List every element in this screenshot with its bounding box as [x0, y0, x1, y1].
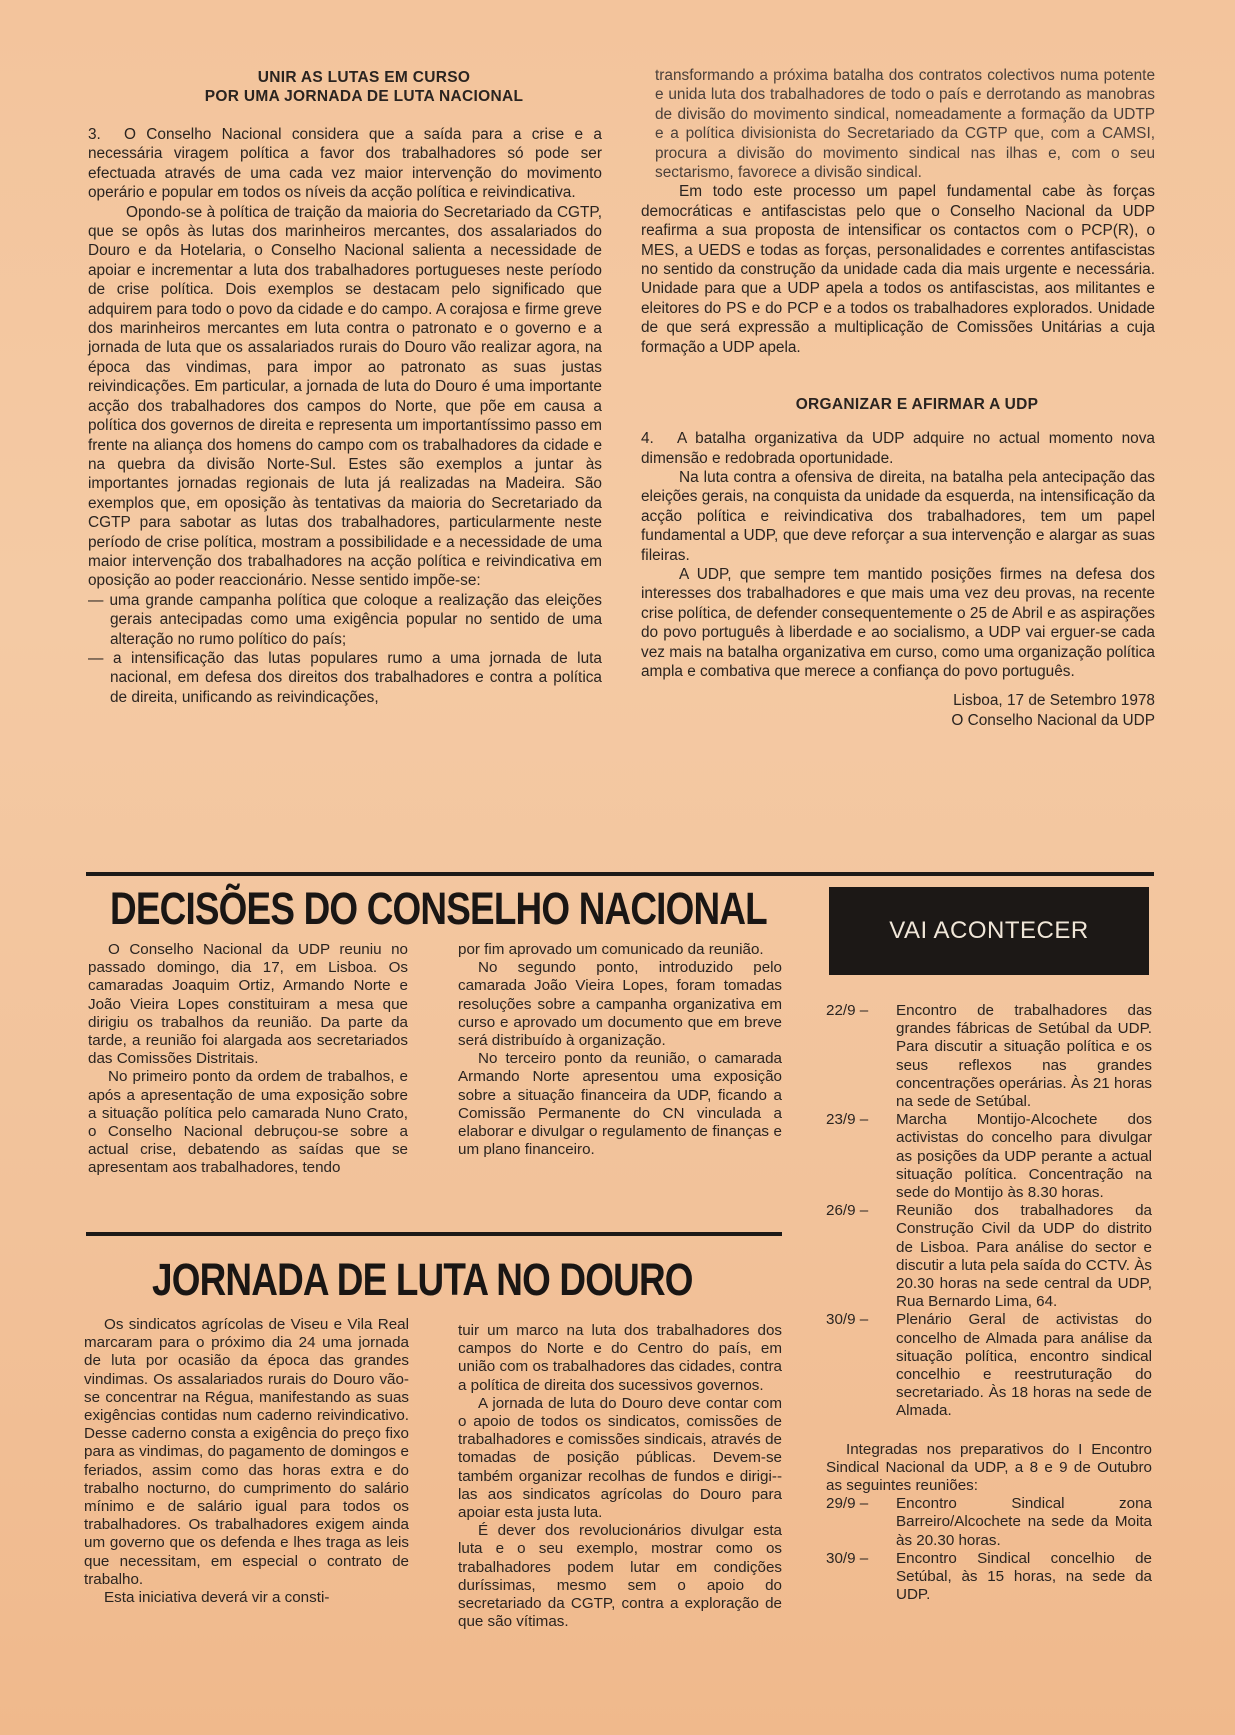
section-title-line1: UNIR AS LUTAS EM CURSO: [257, 69, 471, 86]
event-date: 30/9 –: [826, 1311, 869, 1329]
event-item: [826, 1311, 1152, 1420]
section-3-paragraph-2: Opondo-se à política de traição da maioria do Secretariado da CGTP, que se opôs às lutas dos marinheiros mercantes, dos assalariados do Douro e da Hotelaria, o Conselho Nacional salienta a necessidade de apoiar e incrementar a luta dos trabalhadores portugueses neste período de crise política. Dois exemplos se destacam pelo significado que adquirem para todo o povo da cidade e do campo. A corajosa e firme greve dos marinheiros mercantes em luta contra o patronato e o governo e a jornada de luta que os assalariados rurais do Douro vão realizar agora, na época das vindimas, para impor ao patronato as suas justas reivindicações. Em particular, a jornada de luta do Douro é uma importante acção dos trabalhadores dos campos do Norte, que põe em causa a política dos governos de direita e representa um importantíssimo passo em frente na aliança dos homens do campo com os trabalhadores da cidade e na quebra da divisão Norte-Sul. Estes são exemplos a juntar às importantes jornadas regionais de luta já realizadas na Madeira. São exemplos que, em oposição às tentativas da maioria do Secretariado da CGTP para sabotar as lutas dos trabalhadores, particularmente neste período de crise política, mostram a possibilidade e a necessidade de uma maior intervenção dos trabalhadores na acção política e reivindicativa em oposição ao poder reaccionário. Nesse sentido impõe-se:: [88, 203, 602, 590]
signature-date: Lisboa, 17 de Setembro 1978: [953, 692, 1155, 710]
section-3-paragraph-1: 3. O Conselho Nacional considera que a saída para a crise e a necessária viragem política a favor dos trabalhadores só pode ser efectuada através de uma cada vez maior intervenção do movimento operário e popular em todos os níveis da acção política e reivindicativa.: [88, 126, 602, 202]
events-intro: Integradas nos preparativos do I Encontro Sindical Nacional da UDP, a 8 e 9 de Outubro as seguintes reuniões:: [826, 1440, 1152, 1495]
headline-jornada: JORNADA DE LUTA NO DOURO: [152, 1254, 693, 1305]
decisoes-column-2: [458, 941, 782, 1159]
section-4-paragraph-1: 4. A batalha organizativa da UDP adquire no actual momento nova dimensão e redobrada oportunidade.: [641, 430, 1155, 467]
event-date: 30/9 –: [826, 1549, 869, 1567]
event-date: 29/9 –: [826, 1495, 869, 1513]
article-right-column: [641, 66, 1155, 730]
event-text: Encontro Sindical zona Barreiro/Alcochete na sede da Moita às 20.30 horas.: [896, 1495, 1152, 1549]
paragraph: No terceiro ponto da reunião, o camarada Armando Norte apresentou uma exposição sobre a situação financeira da UDP, ficando a Comissão Permanente do CN vinculada a elaborar e divulgar o regulamento de finanças e um plano financeiro.: [458, 1050, 782, 1159]
section-title-line2: POR UMA JORNADA DE LUTA NACIONAL: [204, 88, 524, 105]
paragraph: tuir um marco na luta dos trabalhadores dos campos do Norte e do Centro do país, em união com os trabalhadores das cidades, contra a política de direita dos sucessivos governos.: [458, 1322, 782, 1394]
paragraph: O Conselho Nacional da UDP reuniu no passado domingo, dia 17, em Lisboa. Os camaradas Joaquim Ortiz, Armando Norte e João Vieira Lopes constituiram a mesa que dirigiu os trabalhos da reunião. Da parte da tarde, a reunião foi alargada aos secretariados das Comissões Distritais.: [88, 941, 408, 1068]
divider-rule: [86, 872, 1154, 876]
paragraph: É dever dos revolucionários divulgar esta luta e o seu exemplo, mostrar como os trabalhadores podem lutar em condições duríssimas, mesmo sem o apoio do secretariado da CGTP, contra a exploração de que são vítimas.: [458, 1522, 782, 1631]
section-3-number: 3.: [88, 126, 101, 143]
event-text: Plenário Geral de activistas do concelho de Almada para análise da situação política, encontro sindical concelhio e reestruturação do secretariado. Às 18 horas na sede de Almada.: [896, 1311, 1152, 1420]
paragraph: A jornada de luta do Douro deve contar com o apoio de todos os sindicatos, comissões de trabalhadores e comissões sindicais, através de tomadas de posição públicas. Devem-se também organizar recolhas de fundos e dirigi--las aos sindicatos agrícolas do Douro para apoiar esta justa luta.: [458, 1394, 782, 1522]
event-item: [826, 1002, 1152, 1111]
event-text: Reunião dos trabalhadores da Construção Civil da UDP do distrito de Lisboa. Para análise do sector e discutir a luta pela saída do CCTV. Às 20.30 horas na sede central da UDP, Rua Bernardo Lima, 64.: [896, 1202, 1152, 1311]
event-date: 23/9 –: [826, 1111, 869, 1129]
divider-rule: [86, 1232, 782, 1236]
event-item: [826, 1550, 1152, 1605]
vai-acontecer-banner: [829, 887, 1149, 975]
list-item: — a intensificação das lutas populares rumo a uma jornada de luta nacional, em defesa dos direitos dos trabalhadores e contra a política de direita, unificando as reivindicações,: [88, 649, 602, 706]
vai-acontecer-title: VAI ACONTECER: [889, 917, 1089, 944]
continued-paragraph: transformando a próxima batalha dos contratos colectivos numa potente e unida luta dos trabalhadores de todo o país e derrotando as manobras de divisão do movimento sindical, nomeadamente a formação da UDTP e a política divisionista do Secretariado da CGTP que, com a CAMSI, procura a divisão do movimento sindical nas ilhas e, com o seu sectarismo, favorece a divisão sindical.: [655, 67, 1155, 182]
paragraph: No segundo ponto, introduzido pelo camarada João Vieira Lopes, foram tomadas resoluções sobre a campanha organizativa em curso e aprovado um documento que em breve será distribuído à organização.: [458, 959, 782, 1050]
event-date: 22/9 –: [826, 1002, 869, 1019]
event-item: [826, 1202, 1152, 1311]
jornada-column-2: [458, 1322, 782, 1631]
list-item: — uma grande campanha política que coloque a realização das eleições gerais antecipadas como uma exigência popular no sentido de uma alteração no rumo político do país;: [88, 591, 602, 648]
paragraph: No primeiro ponto da ordem de trabalhos, e após a apresentação de uma exposição sobre a situação política pelo camarada Nuno Crato, o Conselho Nacional debruçou-se sobre a actual crise, debatendo as saídas que se apresentam aos trabalhadores, tendo: [88, 1068, 408, 1177]
section-title: ORGANIZAR E AFIRMAR A UDP: [795, 396, 1039, 414]
paragraph: por fim aprovado um comunicado da reunião.: [458, 941, 764, 958]
events-list: [826, 1002, 1152, 1605]
jornada-column-1: [84, 1316, 409, 1607]
article-left-column: [88, 68, 602, 707]
event-text: Marcha Montijo-Alcochete dos activistas do concelho para divulgar as posições da UDP perante a actual situação política. Concentração na sede do Montijo às 8.30 horas.: [896, 1111, 1152, 1202]
event-item: [826, 1495, 1152, 1550]
paragraph: Esta iniciativa deverá vir a consti-: [104, 1589, 330, 1607]
section-4-paragraph-2: Na luta contra a ofensiva de direita, na batalha pela antecipação das eleições gerais, na conquista da unidade da esquerda, na intensificação da acção política e reivindicativa dos trabalhadores, tem um papel fundamental a UDP, que deve reforçar a sua intervenção e alargar as suas fileiras.: [641, 468, 1155, 564]
event-item: [826, 1111, 1152, 1202]
paragraph: Em todo este processo um papel fundamental cabe às forças democráticas e antifascistas pelo que o Conselho Nacional da UDP reafirma a sua proposta de intensificar os contactos com o PCP(R), o MES, a UEDS e todas as forças, personalidades e correntes antifascistas no sentido da construção da unidade cada dia mais urgente e necessária. Unidade para que a UDP apela a todos os antifascistas, aos militantes e eleitores do PS e do PCP e a todos os trabalhadores explorados. Unidade de que será expressão a multiplicação de Comissões Unitárias a cuja formação a UDP apela.: [641, 183, 1155, 356]
section-4-number: 4.: [641, 430, 654, 448]
section-4-paragraph-3: A UDP, que sempre tem mantido posições firmes na defesa dos interesses dos trabalhadores e que mais uma vez deu provas, na recente crise política, de defender consequentemente o 25 de Abril e as aspirações do povo português à liberdade e ao socialismo, a UDP vai erguer-se cada vez mais na batalha organizativa em curso, como uma organização política ampla e combativa que merece a confiança do povo português.: [641, 565, 1155, 680]
signature-author: O Conselho Nacional da UDP: [951, 711, 1155, 729]
event-text: Encontro Sindical concelhio de Setúbal, às 15 horas, na sede da UDP.: [896, 1549, 1152, 1604]
decisoes-column-1: [88, 941, 408, 1178]
event-text: Encontro de trabalhadores das grandes fábricas de Setúbal da UDP. Para discutir a situação política e os seus reflexos nas grandes concentrações operárias. Às 21 horas na sede de Setúbal.: [896, 1002, 1152, 1111]
headline-decisoes: DECISÕES DO CONSELHO NACIONAL: [110, 883, 767, 934]
event-date: 26/9 –: [826, 1202, 869, 1220]
paragraph: Os sindicatos agrícolas de Viseu e Vila Real marcaram para o próximo dia 24 uma jornada de luta por ocasião da época das grandes vindimas. Os assalariados rurais do Douro vão-se concentrar na Régua, manifestando as suas exigências contidas num caderno reivindicativo. Desse caderno consta a exigência do preço fixo para as vindimas, do pagamento de domingos e feriados, assim como das horas extra e do trabalho nocturno, do cumprimento do salário mínimo e de salário igual para todos os trabalhadores. Os trabalhadores exigem ainda um governo que os defenda e lhes traga as leis que necessitam, em especial o contrato de trabalho.: [84, 1316, 409, 1588]
